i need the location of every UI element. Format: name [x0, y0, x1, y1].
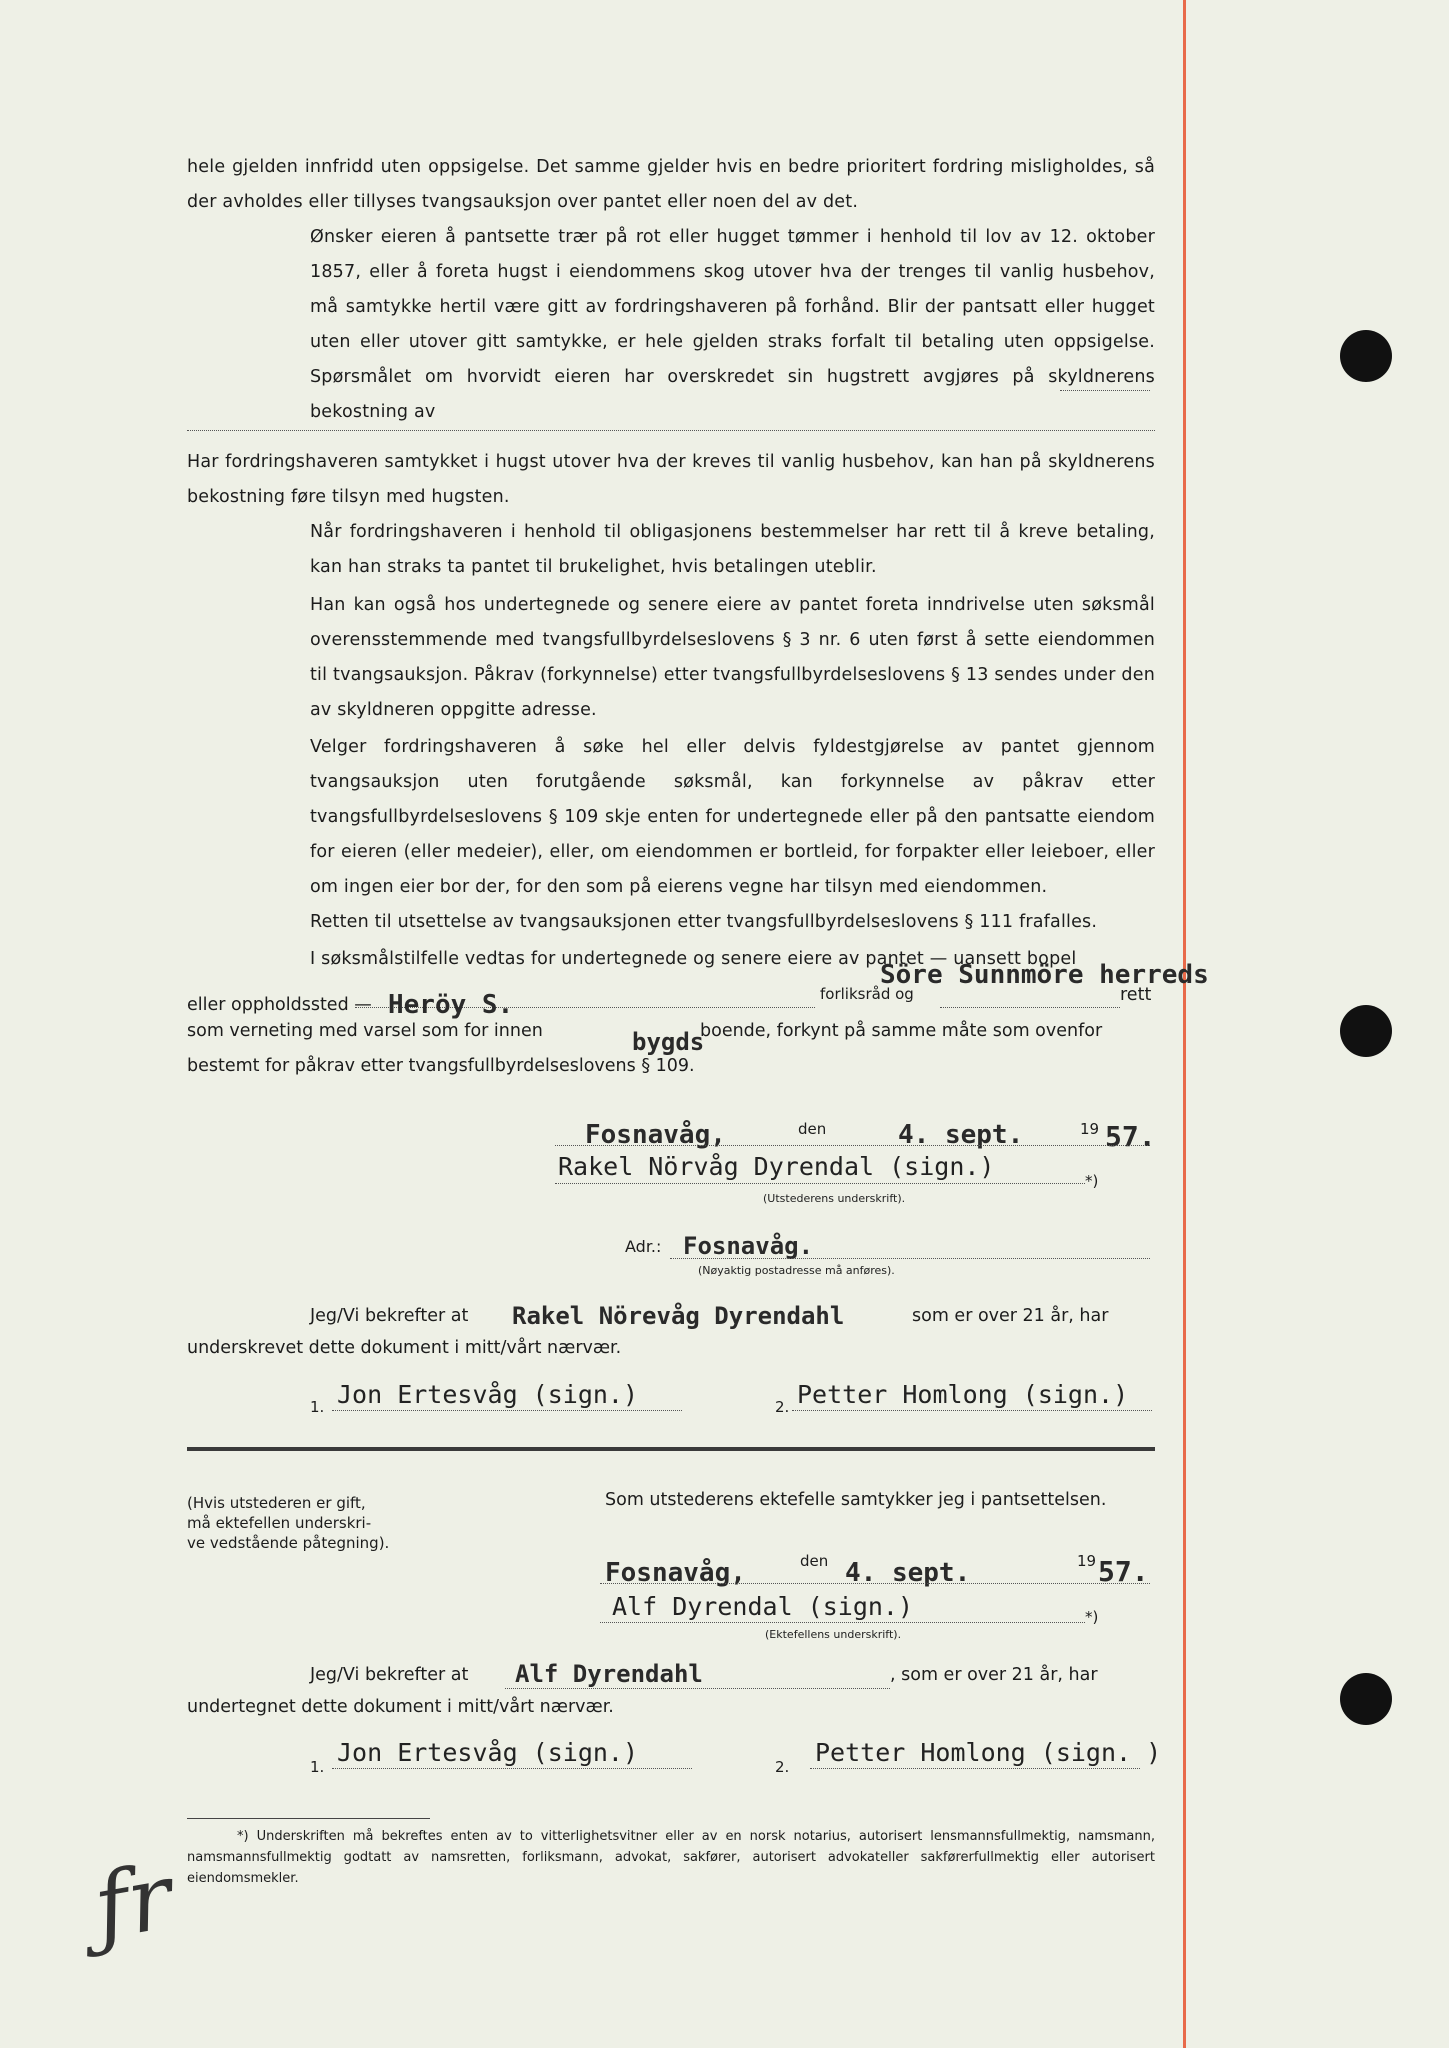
spouse-sig-caption: (Ektefellens underskrift).: [765, 1628, 902, 1641]
witness-1-number: 1.: [310, 1398, 325, 1416]
confirm-line-2: underskrevet dette dokument i mitt/vårt nærvær.: [187, 1338, 622, 1358]
spouse-date: 4. sept.: [845, 1558, 971, 1588]
den-label: den: [800, 1552, 829, 1570]
fill-line: [332, 1410, 682, 1411]
confirm-prefix: Jeg/Vi bekrefter at: [310, 1306, 469, 1326]
issuer-address: Fosnavåg.: [683, 1232, 814, 1260]
fill-line: [505, 1688, 890, 1689]
confirm-suffix: som er over 21 år, har: [912, 1306, 1109, 1326]
spouse-consent: Som utstederens ektefelle samtykker jeg i pantsettelsen.: [605, 1490, 1107, 1510]
issuer-year: 57.: [1105, 1120, 1156, 1153]
adr-label: Adr.:: [625, 1237, 662, 1256]
paragraph-5: Han kan også hos undertegnede og senere eiere av pantet foreta inndrivelse uten søksmål overensstemmende med tvangsfullbyrdelseslovens § 3 nr. 6 uten først å sette eiendommen til tvangsauksjon. Påkrav (forkynnelse) etter tvangsfullbyrdelseslovens § 13 sendes under den av skyldneren oppgitte adresse.: [310, 595, 1155, 720]
paragraph-1: hele gjelden innfridd uten oppsigelse. Det samme gjelder hvis en bedre prioritert fordring misligholdes, så der avholdes eller tillyses tvangsauksjon over pantet eller noen del av det.: [187, 157, 1155, 212]
paragraph-2: Ønsker eieren å pantsette trær på rot eller hugget tømmer i henhold til lov av 12. oktober 1857, eller å foreta hugst i eiendommens skog utover hva der trenges til vanlig husbehov, må samtykke hertil være gitt av fordringshaveren på forhånd. Blir der pantsatt eller hugget uten eller utover gitt samtykke, er hele gjelden straks forfalt til betaling uten oppsigelse. Spørsmålet om hvorvidt eieren har overskredet sin hugstrett avgjøres på skyldnerens bekostning av: [310, 227, 1155, 422]
witness-1-number: 1.: [310, 1758, 325, 1776]
punch-hole: [1340, 1005, 1392, 1057]
venue-line-3b: boende, forkynt på samme måte som ovenfor: [700, 1021, 1103, 1041]
venue-label: eller oppholdssted —: [187, 995, 372, 1015]
handwritten-mark: ƒr: [86, 1844, 180, 1961]
confirm-suffix: , som er over 21 år, har: [890, 1665, 1098, 1685]
venue-line-4: bestemt for påkrav etter tvangsfullbyrdelseslovens § 109.: [187, 1056, 695, 1076]
witness-2-number: 2.: [775, 1398, 790, 1416]
section-divider: [187, 1447, 1155, 1451]
issuer-date: 4. sept.: [898, 1120, 1024, 1150]
fill-line: [555, 1183, 1085, 1184]
witness-2-signature: Petter Homlong (sign. ): [815, 1738, 1162, 1767]
year-prefix: 19: [1077, 1552, 1097, 1570]
year-prefix: 19: [1080, 1120, 1100, 1138]
forliksrad-label: forliksråd og: [820, 985, 914, 1003]
fill-line: [792, 1410, 1152, 1411]
spouse-note: (Hvis utstederen er gift, må ektefellen underskri- ve vedstående påtegning).: [187, 1494, 390, 1552]
fill-line: [1060, 390, 1150, 391]
red-margin-line: [1183, 0, 1186, 2048]
footnote: *) Underskriften må bekreftes enten av to vitterlighetsvitner eller av en norsk notarius, autorisert lensmannsfullmektig, namsmann, namsmannsfullmektig godtatt av namsretten, forliksmann, advokat, sakfører, autorisert advokateller sakførerfullmektig eller autorisert eiendomsmekler.: [187, 1829, 1155, 1886]
fill-line: [600, 1622, 1085, 1623]
paragraph-7: Retten til utsettelse av tvangsauksjonen etter tvangsfullbyrdelseslovens § 111 frafalles.: [310, 912, 1098, 932]
punch-hole: [1340, 330, 1392, 382]
footnote-star: *): [1085, 1608, 1099, 1626]
punch-hole: [1340, 1673, 1392, 1725]
confirm-prefix: Jeg/Vi bekrefter at: [310, 1665, 469, 1685]
fill-line: [670, 1258, 1150, 1259]
den-label: den: [798, 1120, 827, 1138]
venue-line-3a: som verneting med varsel som for innen: [187, 1021, 543, 1041]
footnote-rule: [187, 1818, 430, 1819]
witness-2-number: 2.: [775, 1758, 790, 1776]
fill-line: [332, 1768, 692, 1769]
fill-line: [555, 1145, 1150, 1146]
spouse-place: Fosnavåg,: [605, 1558, 746, 1588]
spouse-year: 57.: [1098, 1555, 1149, 1588]
typed-bygds: bygds: [632, 1028, 705, 1056]
paragraph-4: Når fordringshaveren i henhold til obligasjonens bestemmelser har rett til å kreve betaling, kan han straks ta pantet til brukelighet, hvis betalingen uteblir.: [310, 522, 1155, 577]
paragraph-6: Velger fordringshaveren å søke hel eller delvis fyldestgjørelse av pantet gjennom tvangsauksjon uten forutgående søksmål, kan forkynnelse av påkrav etter tvangsfullbyrdelseslovens § 109 skje enten for undertegnede eller på den pantsatte eiendom for eieren (eller medeier), eller, om eiendommen er bortleid, for forpakter eller leieboer, eller om ingen eier bor der, for den som på eierens vegne har tilsyn med eiendommen.: [310, 737, 1155, 897]
witness-2-signature: Petter Homlong (sign.): [797, 1380, 1129, 1409]
witness-1-signature: Jon Ertesvåg (sign.): [337, 1380, 639, 1409]
fill-line: [600, 1583, 1150, 1584]
paragraph-3: Har fordringshaveren samtykket i hugst utover hva der kreves til vanlig husbehov, kan han på skyldnerens bekostning føre tilsyn med hugsten.: [187, 452, 1155, 507]
footnote-star: *): [1085, 1172, 1099, 1190]
witness-1-signature: Jon Ertesvåg (sign.): [337, 1738, 639, 1767]
issuer-sig-caption: (Utstederens underskrift).: [763, 1192, 906, 1205]
adr-caption: (Nøyaktig postadresse må anføres).: [698, 1264, 895, 1277]
typed-forliksrad: Heröy S.: [388, 990, 514, 1020]
fill-line: [187, 430, 1155, 431]
fill-line: [810, 1768, 1140, 1769]
confirm-line-2: undertegnet dette dokument i mitt/vårt nærvær.: [187, 1697, 614, 1717]
spouse-confirm-name: Alf Dyrendahl: [515, 1660, 703, 1688]
confirm-name: Rakel Nörevåg Dyrendahl: [512, 1302, 845, 1330]
rett-label: rett: [1120, 985, 1152, 1005]
issuer-place: Fosnavåg,: [585, 1120, 726, 1150]
fill-line: [940, 1007, 1120, 1008]
typed-court: Söre Sunnmöre herreds: [880, 960, 1209, 990]
issuer-signature: Rakel Nörvåg Dyrendal (sign.): [558, 1152, 995, 1181]
spouse-signature: Alf Dyrendal (sign.): [612, 1592, 914, 1621]
venue-line-1: I søksmålstilfelle vedtas for undertegnede og senere eiere av pantet — uansett bopel: [310, 949, 1077, 969]
